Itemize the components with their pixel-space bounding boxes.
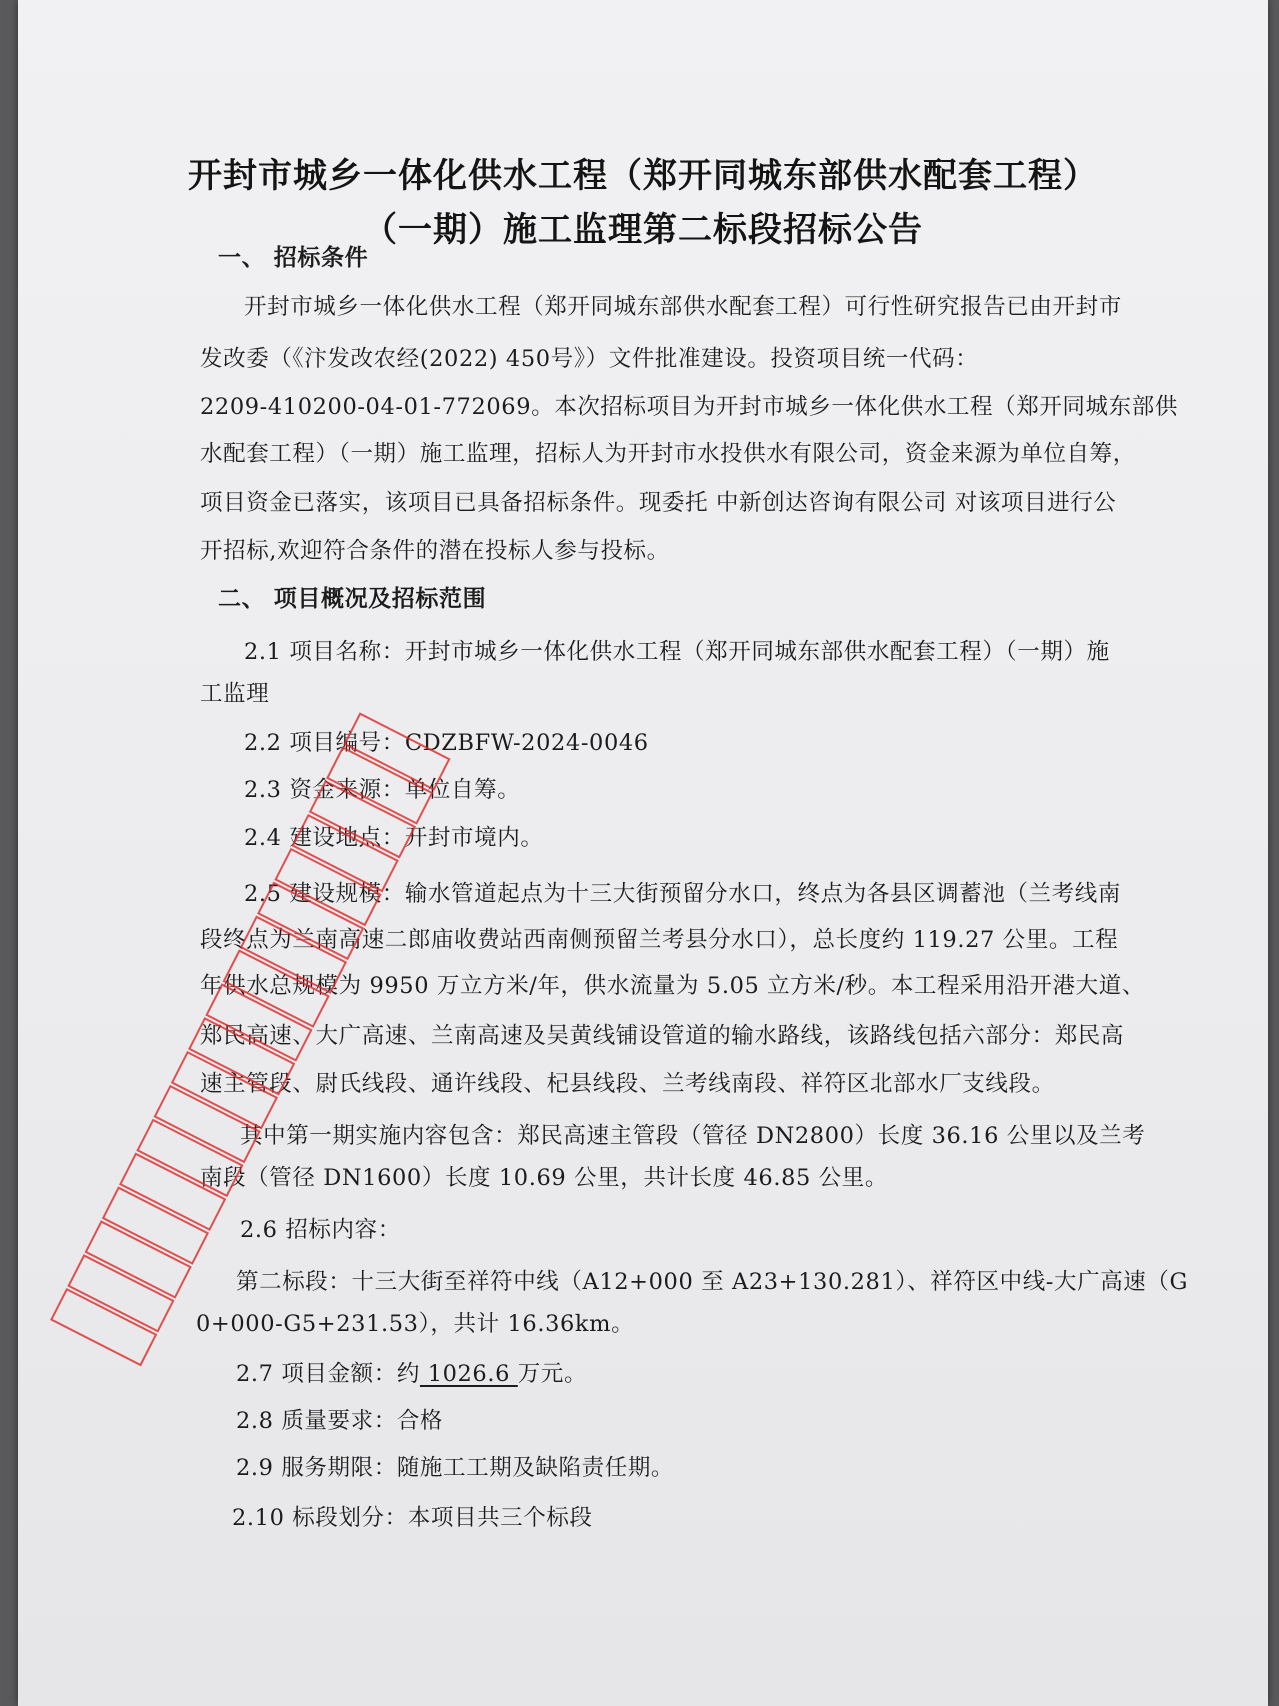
item-construction-scale-cont: 年供水总规模为 9950 万立方米/年，供水流量为 5.05 立方米/秒。本工程采用沿开港大道、 bbox=[200, 973, 1145, 999]
item-project-amount bbox=[236, 1356, 587, 1388]
document-title-line-2: （一期）施工监理第二标段招标公告 bbox=[363, 210, 923, 250]
lot-2-description-cont: 0+000-G5+231.53），共计 16.36km。 bbox=[196, 1311, 635, 1337]
item-project-name-cont: 工监理 bbox=[200, 681, 270, 707]
section-1-heading: 一、 招标条件 bbox=[218, 244, 369, 271]
item-project-number: 2.2 项目编号：CDZBFW-2024-0046 bbox=[244, 730, 649, 756]
section-1-line: 项目资金已落实，该项目已具备招标条件。现委托 中新创达咨询有限公司 对该项目进行公 bbox=[200, 490, 1117, 516]
amount-prefix: 2.7 项目金额：约 bbox=[236, 1361, 420, 1387]
amount-suffix: 万元。 bbox=[517, 1361, 588, 1387]
item-construction-scale-cont: 速主管段、尉氏线段、通许线段、杞县线段、兰考线南段、祥符区北部水厂支线段。 bbox=[200, 1071, 1055, 1097]
watermark-stamp bbox=[33, 712, 453, 1401]
section-1-line: 发改委（《汴发改农经(2022) 450号》）文件批准建设。投资项目统一代码： bbox=[200, 346, 979, 372]
item-service-period: 2.9 服务期限：随施工工期及缺陷责任期。 bbox=[236, 1455, 675, 1481]
item-construction-scale: 2.5 建设规模：输水管道起点为十三大街预留分水口，终点为各县区调蓄池（兰考线南 bbox=[244, 881, 1121, 907]
section-1-line: 开封市城乡一体化供水工程（郑开同城东部供水配套工程）可行性研究报告已由开封市 bbox=[244, 294, 1122, 320]
phase-1-scope-cont: 南段（管径 DN1600）长度 10.69 公里，共计长度 46.85 公里。 bbox=[200, 1165, 888, 1191]
item-lot-division: 2.10 标段划分：本项目共三个标段 bbox=[232, 1505, 593, 1531]
section-1-line: 2209-410200-04-01-772069。本次招标项目为开封市城乡一体化供水工程（郑开同城东部供 bbox=[200, 394, 1178, 420]
item-funding-source: 2.3 资金来源：单位自筹。 bbox=[244, 777, 521, 803]
item-construction-site: 2.4 建设地点：开封市境内。 bbox=[244, 825, 544, 851]
lot-2-description: 第二标段：十三大街至祥符中线（A12+000 至 A23+130.281）、祥符区中线-大广高速（G bbox=[236, 1269, 1189, 1295]
section-1-line: 开招标,欢迎符合条件的潜在投标人参与投标。 bbox=[200, 538, 670, 564]
section-1-line: 水配套工程）（一期）施工监理，招标人为开封市水投供水有限公司，资金来源为单位自筹， bbox=[200, 441, 1136, 467]
item-quality-requirement: 2.8 质量要求：合格 bbox=[236, 1408, 444, 1434]
document-title-line-1: 开封市城乡一体化供水工程（郑开同城东部供水配套工程） bbox=[188, 156, 1098, 196]
item-project-name: 2.1 项目名称：开封市城乡一体化供水工程（郑开同城东部供水配套工程）（一期）施 bbox=[244, 639, 1110, 665]
section-2-heading: 二、 项目概况及招标范围 bbox=[218, 585, 487, 612]
item-construction-scale-cont: 郑民高速、大广高速、兰南高速及吴黄线铺设管道的输水路线，该路线包括六部分：郑民高 bbox=[200, 1023, 1125, 1049]
item-construction-scale-cont: 段终点为兰南高速二郎庙收费站西南侧预留兰考县分水口），总长度约 119.27 公里。工程 bbox=[200, 927, 1119, 953]
phase-1-scope: 其中第一期实施内容包含：郑民高速主管段（管径 DN2800）长度 36.16 公里以及兰考 bbox=[240, 1123, 1146, 1149]
document-page bbox=[18, 0, 1268, 1706]
amount-value: 1026.6 bbox=[419, 1361, 518, 1387]
item-tender-content: 2.6 招标内容： bbox=[240, 1217, 401, 1243]
